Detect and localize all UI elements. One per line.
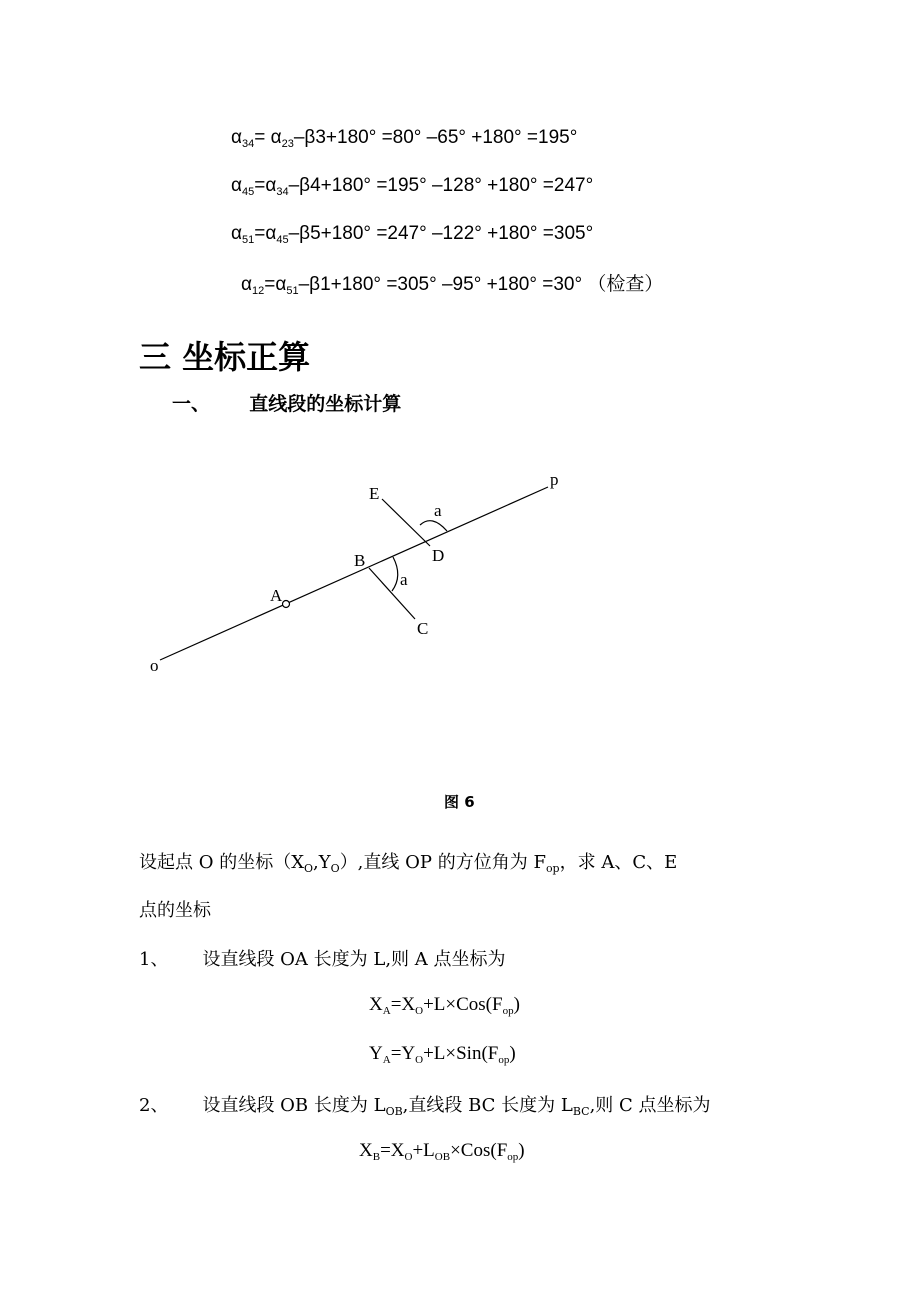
label-angle-d: a xyxy=(434,501,442,520)
list-item-1: 1、 设直线段 OA 长度为 L,则 A 点坐标为 xyxy=(139,949,506,970)
label-c: C xyxy=(417,619,429,638)
equation-xb: $X_B=X_O+L_{OB}\times Cos(F_{op})$ xyxy=(359,1140,525,1163)
intro-line-2: 点的坐标 xyxy=(139,900,211,921)
formula-alpha-12-check: $\alpha_{12}=\alpha_{51}-\beta 1+180^\circ =305^\circ$ –95° +180° =30° （检查） xyxy=(241,274,664,297)
label-a: A xyxy=(270,586,283,605)
label-b: B xyxy=(354,551,366,570)
label-e: E xyxy=(369,484,380,503)
equation-xa: $X_A=X_O+L\times Cos(F_{op})$ xyxy=(369,994,520,1017)
section-title: 三 坐标正算 xyxy=(139,338,311,376)
list-item-number: 2、 xyxy=(139,1095,169,1116)
label-angle-b: a xyxy=(400,570,408,589)
equation-ya: $Y_A=Y_O+L\times Sin(F_{op})$ xyxy=(369,1043,516,1066)
list-item-2: 2、 设直线段 OB 长度为 $L_{OB}$,直线段 BC 长度为 $L_{BC}$,则 C 点坐标为 xyxy=(139,1095,711,1118)
formula-alpha-51: $\alpha_{51}=\alpha_{45}-\beta 5+180^\circ =247^\circ$ –122° +180° =305° xyxy=(231,223,594,246)
formula-alpha-45: $\alpha_{45}=\alpha_{34}-\beta 4+180^\circ =195^\circ$ –128° +180° =247° xyxy=(231,175,594,198)
angle-arc-d xyxy=(420,521,447,531)
subsection-title: 直线段的坐标计算 xyxy=(249,393,402,415)
angle-arc-b xyxy=(392,557,398,591)
label-o: o xyxy=(150,656,159,675)
label-d: D xyxy=(432,546,445,565)
formula-alpha-34: $\alpha_{34}= \alpha_{23}-\beta 3+180^\circ =80^\circ$ –65° +180° =195° xyxy=(231,127,578,150)
subsection-number: 一、 xyxy=(172,393,211,415)
figure-caption: 图 6 xyxy=(444,793,475,811)
label-p: p xyxy=(550,470,559,489)
point-a-marker xyxy=(283,601,290,608)
line-op xyxy=(160,487,548,660)
intro-line-1: 设起点 O 的坐标$(X_O,Y_O)$,直线 OP 的方位角为 $F_{op}$，求 A、C、E xyxy=(139,852,678,875)
list-item-number: 1、 xyxy=(139,949,169,970)
line-bc xyxy=(369,568,415,619)
